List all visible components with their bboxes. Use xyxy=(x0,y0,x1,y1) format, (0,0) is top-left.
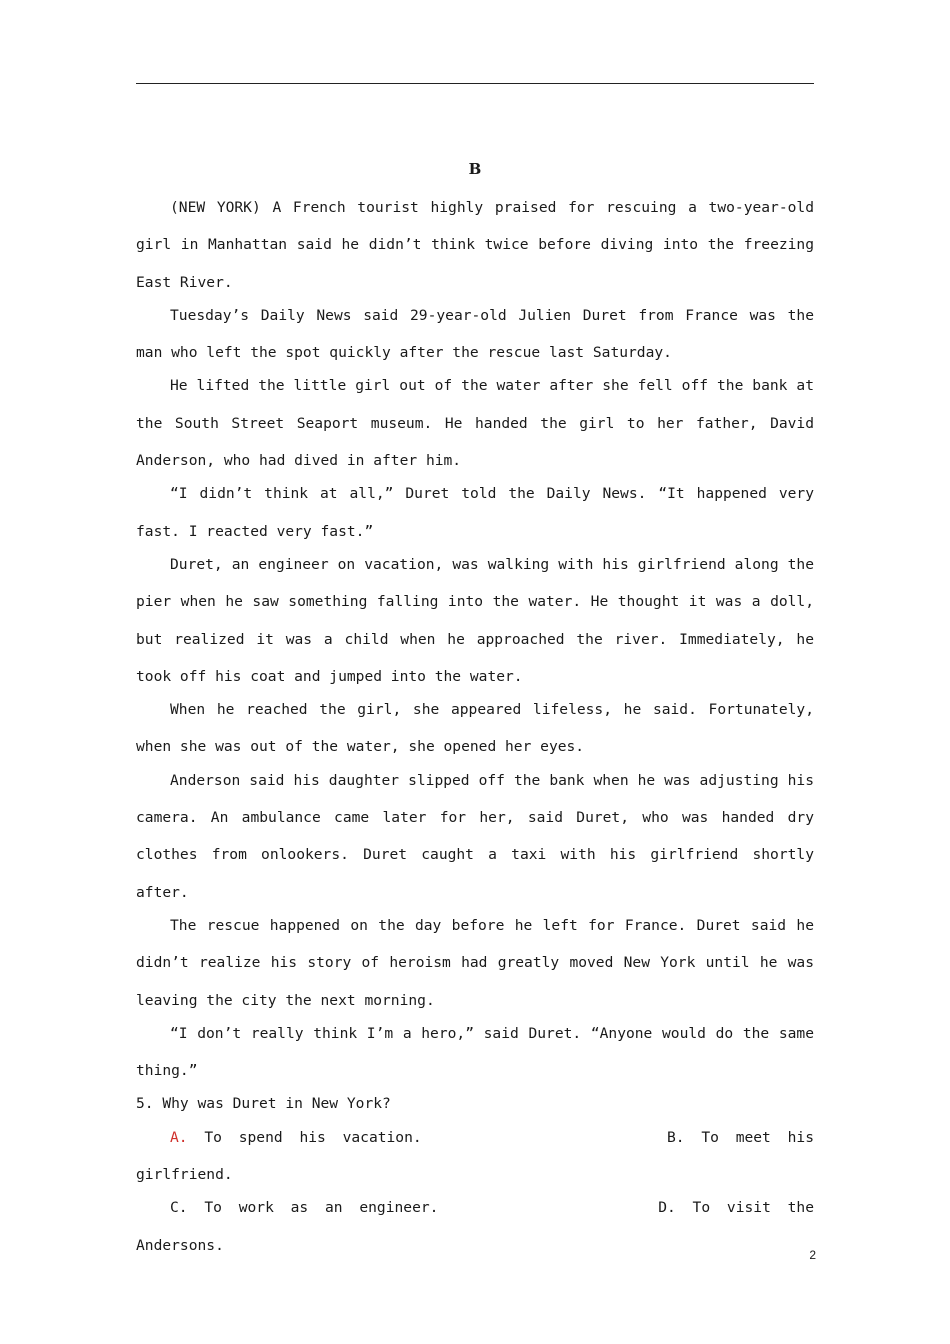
option-d-head: D. To visit the xyxy=(658,1199,814,1217)
section-heading: B xyxy=(468,160,482,178)
option-d-tail: Andersons. xyxy=(136,1236,224,1254)
question-stem: 5. Why was Duret in New York? xyxy=(136,1095,391,1113)
paragraph-3: He lifted the little girl out of the water after she fell off the bank at the South Street Seaport museum. He handed the girl to her father, David Anderson, who had dived in after him. xyxy=(136,377,814,470)
passage-body xyxy=(136,189,814,1260)
options-row-cd xyxy=(136,1189,814,1226)
option-b-head: B. To meet his xyxy=(666,1128,814,1146)
header-rule xyxy=(136,83,814,84)
option-b-tail: girlfriend. xyxy=(136,1166,233,1184)
page-number: 2 xyxy=(809,1248,816,1262)
option-a xyxy=(170,1119,422,1156)
paragraph-7: Anderson said his daughter slipped off the bank when he was adjusting his camera. An ambulance came later for her, said Duret, who was handed dry clothes from onlookers. Duret caught a taxi with his girlfriend shortly after. xyxy=(136,771,814,901)
paragraph-9: “I don’t really think I’m a hero,” said Duret. “Anyone would do the same thing.” xyxy=(136,1024,814,1080)
paragraph-5: Duret, an engineer on vacation, was walking with his girlfriend along the pier when he saw something falling into the water. He thought it was a doll, but realized it was a child when he approached the river. Immediately, he took off his coat and jumped into the water. xyxy=(136,555,814,685)
options-row-ab xyxy=(136,1119,814,1156)
option-a-text: To spend his vacation. xyxy=(204,1128,422,1146)
paragraph-8: The rescue happened on the day before he left for France. Duret said he didn’t realize his story of heroism had greatly moved New York until he was leaving the city the next morning. xyxy=(136,916,814,1009)
paragraph-4: “I didn’t think at all,” Duret told the Daily News. “It happened very fast. I reacted very fast.” xyxy=(136,485,814,540)
paragraph-2: Tuesday’s Daily News said 29-year-old Julien Duret from France was the man who left the spot quickly after the rescue last Saturday. xyxy=(136,306,814,362)
paragraph-1: (NEW YORK) A French tourist highly praised for rescuing a two-year-old girl in Manhattan said he didn’t think twice before diving into the freezing East River. xyxy=(136,199,814,291)
option-a-letter: A. xyxy=(170,1128,188,1146)
paragraph-6: When he reached the girl, she appeared lifeless, he said. Fortunately, when she was out of the water, she opened her eyes. xyxy=(136,701,814,756)
option-c: C. To work as an engineer. xyxy=(170,1199,439,1217)
